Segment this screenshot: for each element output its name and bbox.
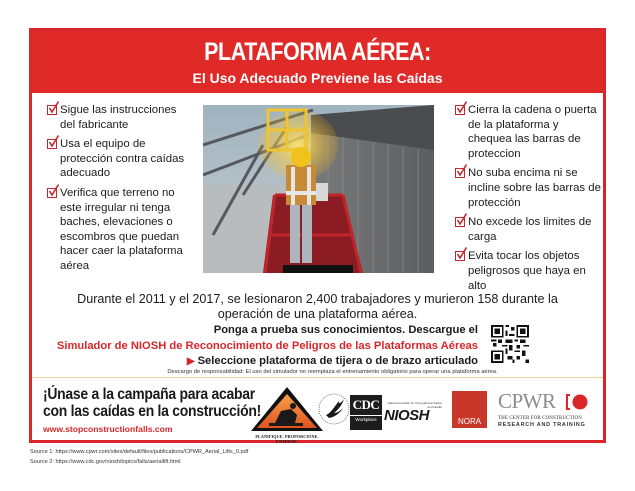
- play-arrow-icon: ▶: [186, 356, 195, 368]
- checklist-text: No suba encima ni se incline sobre las barras de protección: [468, 167, 601, 209]
- source-1: Source 1: https://www.cpwr.com/sites/default/files/publications/CPWR_Aerial_Lifts_0.pdf: [30, 449, 249, 455]
- campaign-url-link[interactable]: www.stopconstructionfalls.com: [43, 424, 173, 434]
- campaign-headline-line-1: ¡Únase a la campaña para acabar: [43, 386, 255, 403]
- checklist-text: No excede los limites de carga: [468, 216, 592, 243]
- section-divider: [32, 377, 603, 378]
- checked-box-icon: [47, 105, 57, 115]
- hhs-eagle-logo: [317, 391, 351, 427]
- aerial-lift-simulator-image: [203, 105, 434, 273]
- checked-box-icon: [47, 188, 57, 198]
- cta-line-1: Ponga a prueba sus conocimientos. Descargue el: [213, 324, 478, 336]
- niosh-wordmark: NIOSH: [384, 407, 430, 424]
- checklist-text: Cierra la cadena o puerta de la plataforma y chequea las barras de proteccion: [468, 104, 597, 160]
- cpwr-tagline-1: THE CENTER FOR CONSTRUCTION: [498, 416, 582, 421]
- checked-box-icon: [455, 105, 465, 115]
- checklist-item: [455, 249, 605, 293]
- cpwr-tagline-2: RESEARCH AND TRAINING: [498, 422, 586, 428]
- checklist-right: [455, 103, 605, 298]
- checklist-item: [47, 137, 192, 181]
- qr-code-icon[interactable]: [491, 325, 529, 363]
- checked-box-icon: [455, 217, 465, 227]
- source-2: Source 2: https://www.cdc.gov/niosh/topics/falls/aeriallift.html: [30, 459, 181, 465]
- checklist-text: Sigue las instrucciones del fabricante: [60, 104, 177, 131]
- niosh-logo: [384, 401, 442, 424]
- checked-box-icon: [455, 168, 465, 178]
- checklist-text: Usa el equipo de protección contra caídas adecuado: [60, 138, 185, 180]
- checklist-text: Evita tocar los objetos peligrosos que haya en alto: [468, 250, 586, 292]
- simulator-call-to-action: [57, 323, 478, 370]
- sources-list: [30, 447, 248, 467]
- checklist-left: [47, 103, 192, 279]
- poster-subtitle: El Uso Adecuado Previene las Caídas: [192, 70, 443, 86]
- checklist-item: [47, 103, 192, 132]
- checklist-item: [455, 215, 605, 244]
- campaign-headline-line-2: con las caídas en la construcción!: [43, 403, 261, 420]
- cpwr-wordmark: CPWR: [498, 389, 556, 413]
- cpwr-bracket-dot-icon: [564, 393, 590, 411]
- cpwr-logo: [498, 391, 603, 431]
- checklist-item: [47, 186, 192, 274]
- campaign-tagline: PLANIFIQUE. PROPORCIONE. ENTRENE.: [255, 434, 319, 444]
- disclaimer-text: Descargo de responsabilidad: El uso del simulador no reemplaza el entrenamiento obligatorio para operar una plataforma aérea.: [167, 369, 498, 375]
- poster-title: PLATAFORMA AÉREA:: [204, 38, 431, 66]
- checklist-text: Verifica que terreno no este irregular ni tenga baches, elevaciones o escombros que puedan hacer caer la plataforma aérea: [60, 186, 183, 272]
- stop-falls-campaign-logo: [247, 385, 327, 444]
- injury-statistics: Durante el 2011 y el 2017, se lesionaron 2,400 trabajadores y murieron 158 durante la operación de una plataforma aérea.: [77, 292, 558, 321]
- nora-wordmark: NORA: [457, 417, 482, 426]
- cta-line-3-text: Seleccione plataforma de tijera o de brazo articulado: [197, 355, 478, 368]
- niosh-fullname: National Institute for Occupational Safety and Health: [387, 401, 442, 409]
- simulator-link[interactable]: Simulador de NIOSH de Reconocimiento de Peligros de las Plataformas Aéreas: [56, 339, 478, 352]
- cdc-workplace-label: Workplace: [350, 416, 382, 430]
- checked-box-icon: [455, 251, 465, 261]
- cta-line-3: [57, 354, 478, 370]
- cdc-logo: [350, 395, 382, 431]
- checked-box-icon: [47, 139, 57, 149]
- checklist-item: [455, 166, 605, 210]
- cdc-wordmark: CDC: [350, 395, 382, 415]
- header-banner: [32, 31, 603, 93]
- poster-frame: [29, 28, 606, 443]
- checklist-item: [455, 103, 605, 161]
- nora-logo: [452, 391, 487, 428]
